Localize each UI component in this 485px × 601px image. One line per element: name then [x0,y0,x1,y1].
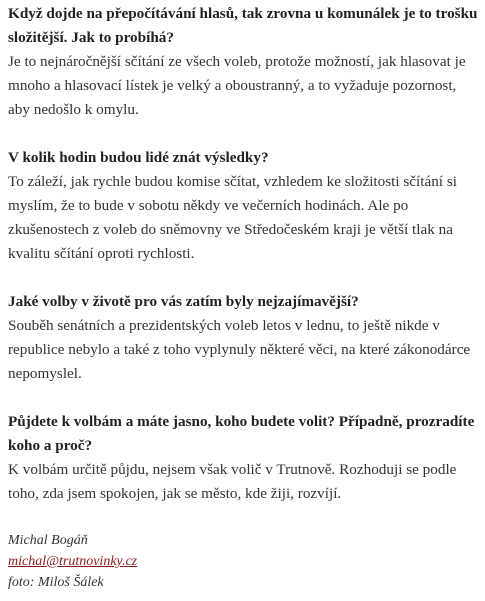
author-name: Michal Bogáň [8,533,88,548]
author-email-link[interactable]: michal@trutnovinky.cz [8,554,138,569]
qa-block [8,2,480,122]
interview-question: Půjdete k volbám a máte jasno, koho budete volit? Případně, prozradíte koho a proč? [8,413,475,454]
interview-question: V kolik hodin budou lidé znát výsledky? [8,149,269,166]
article-footer [8,530,480,593]
interview-question: Jaké volby v životě pro vás zatím byly nejzajímavější? [8,293,359,310]
interview-question: Když dojde na přepočítávání hlasů, tak zrovna u komunálek je to trošku složitější. Jak to probíhá? [8,5,478,46]
qa-block [8,290,480,386]
interview-answer: Je to nejnáročnější sčítání ze všech voleb, protože možností, jak hlasovat je mnoho a hlasovací lístek je velký a oboustranný, a to vyžaduje pozornost, aby nedošlo k omylu. [8,53,466,118]
interview-answer: To záleží, jak rychle budou komise sčítat, vzhledem ke složitosti sčítání si myslím, že to bude v sobotu někdy ve večerních hodinách. Ale po zkušenostech z voleb do sněmovny ve Středočeském kraji je větší tlak na kvalitu sčítání oproti rychlosti. [8,173,457,262]
qa-block [8,410,480,506]
photo-credit: foto: Miloš Šálek [8,575,104,590]
qa-block [8,146,480,266]
interview-answer: K volbám určitě půjdu, nejsem však volič v Trutnově. Rozhoduji se podle toho, zda jsem spokojen, jak se město, kde žiji, rozvíjí. [8,461,457,502]
article-body [8,2,480,593]
interview-answer: Souběh senátních a prezidentských voleb letos v lednu, to ještě nikde v republice nebylo a také z toho vyplynuly některé věci, na které zákonodárce nepomyslel. [8,317,471,382]
